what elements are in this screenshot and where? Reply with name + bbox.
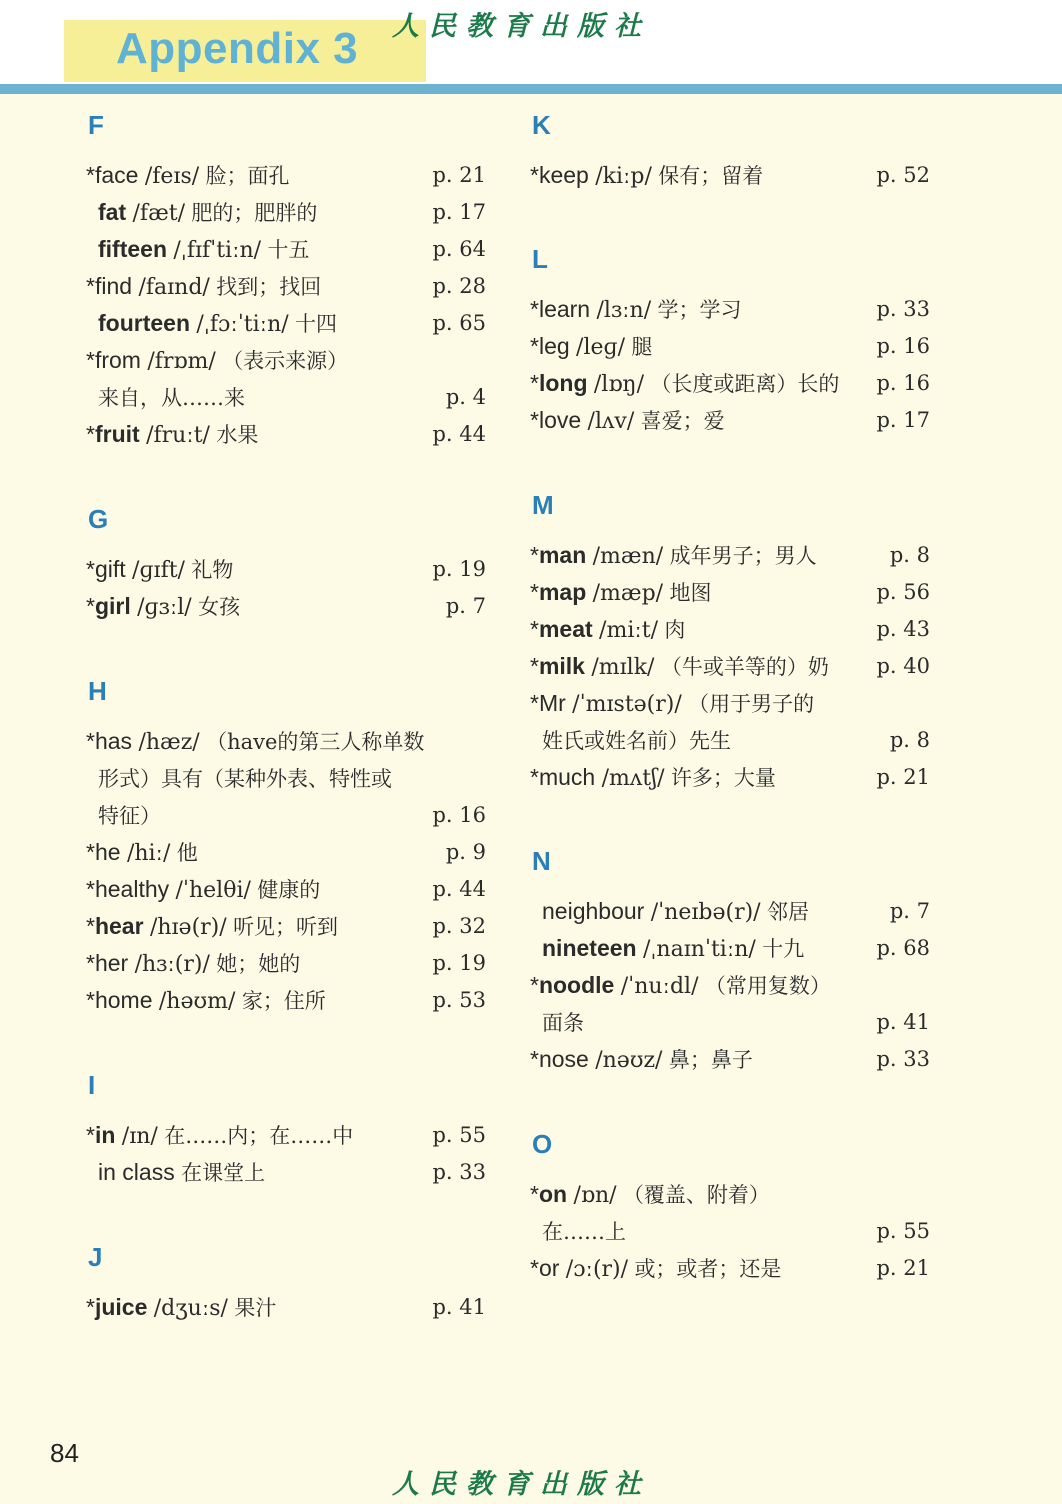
entry-star: * xyxy=(86,273,95,299)
entry-meaning: 十四 xyxy=(295,312,338,336)
vocab-entry xyxy=(530,403,930,437)
entry-meaning: 在课堂上 xyxy=(181,1161,266,1185)
entry-phonetic: /mæn/ xyxy=(592,544,664,569)
entry-page-ref: p. 44 xyxy=(432,422,486,446)
entry-page-ref: p. 8 xyxy=(889,543,930,567)
entry-word: healthy xyxy=(94,876,170,902)
page-number: 84 xyxy=(50,1438,79,1468)
entry-phonetic: /ɡɜːl/ xyxy=(137,595,192,620)
entry-continuation xyxy=(530,1214,930,1248)
entry-star: * xyxy=(86,876,95,902)
entry-phonetic: /ˈneɪbə(r)/ xyxy=(650,900,761,925)
entry-phonetic: /hiː/ xyxy=(126,841,171,866)
section-letter-f: F xyxy=(88,110,104,140)
entry-word: neighbour xyxy=(542,898,645,924)
entry-meaning: 在……上 xyxy=(542,1220,626,1244)
entry-page-ref: p. 40 xyxy=(876,654,930,678)
entry-star: * xyxy=(86,728,95,754)
entry-page-ref: p. 7 xyxy=(889,899,930,923)
vocab-entry xyxy=(530,1177,930,1211)
entry-meaning: 肥的；肥胖的 xyxy=(191,201,318,225)
entry-page-ref: p. 19 xyxy=(432,557,486,581)
entry-star: * xyxy=(86,1122,95,1148)
entry-word: Mr xyxy=(538,690,566,716)
entry-meaning: 面条 xyxy=(542,1011,584,1035)
vocab-entry xyxy=(530,649,930,683)
vocab-entry xyxy=(86,1118,486,1152)
section-letter-j: J xyxy=(88,1242,103,1272)
section-letter-o: O xyxy=(532,1129,553,1159)
entry-word: in class xyxy=(98,1159,175,1185)
entry-word: nose xyxy=(538,1046,589,1072)
entry-meaning: （牛或羊等的）奶 xyxy=(660,655,829,679)
entry-page-ref: p. 16 xyxy=(432,803,486,827)
entry-word: her xyxy=(94,950,129,976)
vocab-entry xyxy=(86,1155,486,1189)
entry-phonetic: /kiːp/ xyxy=(595,164,652,189)
entry-star: * xyxy=(530,690,539,716)
entry-continuation xyxy=(530,1005,930,1039)
entry-word: map xyxy=(538,579,587,605)
entry-word: leg xyxy=(538,333,570,359)
entry-phonetic: /lɒŋ/ xyxy=(593,372,645,397)
entry-word: long xyxy=(538,370,588,396)
entry-page-ref: p. 53 xyxy=(432,988,486,1012)
entry-star: * xyxy=(530,162,539,188)
publisher-logo-bottom: 人民教育出版社 xyxy=(392,1469,651,1500)
entry-page-ref: p. 4 xyxy=(445,385,486,409)
entry-word: from xyxy=(94,347,141,373)
section-letter-k: K xyxy=(532,110,551,140)
entry-star: * xyxy=(530,407,539,433)
vocab-entry xyxy=(86,872,486,906)
entry-continuation xyxy=(530,723,930,757)
vocab-entry xyxy=(530,760,930,794)
entry-meaning: 地图 xyxy=(669,581,712,605)
section-letter-l: L xyxy=(532,244,548,274)
entry-page-ref: p. 65 xyxy=(432,311,486,335)
entry-star: * xyxy=(530,370,539,396)
entry-phonetic: /feɪs/ xyxy=(144,164,200,189)
entry-meaning: 听见；听到 xyxy=(233,915,339,939)
entry-star: * xyxy=(530,579,539,605)
entry-star: * xyxy=(530,972,539,998)
entry-meaning: 果汁 xyxy=(234,1296,277,1320)
entry-star: * xyxy=(86,913,95,939)
entry-phonetic: /fruːt/ xyxy=(146,423,210,448)
vocab-entry xyxy=(86,909,486,943)
entry-phonetic: /hɜː(r)/ xyxy=(134,952,210,977)
vocab-entry xyxy=(86,306,486,340)
entry-continuation xyxy=(86,380,486,414)
vocab-entry xyxy=(86,724,486,758)
vocab-entry xyxy=(86,158,486,192)
entry-phonetic: /mæp/ xyxy=(592,581,664,606)
entry-meaning: （表示来源） xyxy=(222,349,349,373)
entry-word: girl xyxy=(94,593,131,619)
entry-page-ref: p. 21 xyxy=(432,163,486,187)
entry-page-ref: p. 55 xyxy=(876,1219,930,1243)
entry-star: * xyxy=(86,1294,95,1320)
entry-meaning: 成年男子；男人 xyxy=(669,544,817,568)
entry-word: fruit xyxy=(94,421,140,447)
entry-phonetic: /faɪnd/ xyxy=(138,275,210,300)
vocab-entry xyxy=(530,1251,930,1285)
entry-meaning: 脸；面孔 xyxy=(205,164,290,188)
entry-meaning: 健康的 xyxy=(257,878,321,902)
entry-meaning: （用于男子的 xyxy=(688,692,815,716)
entry-word: fifteen xyxy=(98,236,167,262)
vocab-entry xyxy=(530,968,930,1002)
entry-phonetic: /ɪn/ xyxy=(121,1124,158,1149)
entry-word: keep xyxy=(538,162,589,188)
entry-meaning: 他 xyxy=(176,841,198,865)
section-letter-n: N xyxy=(532,846,551,876)
entry-star: * xyxy=(530,1046,539,1072)
vocab-entry xyxy=(86,946,486,980)
entry-word: fourteen xyxy=(98,310,190,336)
entry-star: * xyxy=(86,987,95,1013)
entry-page-ref: p. 9 xyxy=(445,840,486,864)
section-letter-h: H xyxy=(88,676,107,706)
vocab-entry xyxy=(530,538,930,572)
section-letter-i: I xyxy=(88,1070,96,1100)
entry-page-ref: p. 32 xyxy=(432,914,486,938)
entry-star: * xyxy=(86,839,95,865)
vocab-entry xyxy=(86,835,486,869)
entry-meaning: 喜爱；爱 xyxy=(640,409,725,433)
entry-page-ref: p. 64 xyxy=(432,237,486,261)
entry-star: * xyxy=(530,764,539,790)
entry-page-ref: p. 33 xyxy=(876,297,930,321)
entry-star: * xyxy=(530,296,539,322)
entry-star: * xyxy=(530,1255,539,1281)
entry-phonetic: /ˌfɪfˈtiːn/ xyxy=(173,238,262,263)
vocab-entry xyxy=(86,589,486,623)
entry-phonetic: /mɪlk/ xyxy=(591,655,655,680)
entry-word: much xyxy=(538,764,596,790)
entry-word: milk xyxy=(538,653,585,679)
entry-phonetic: /hæz/ xyxy=(138,730,200,755)
entry-page-ref: p. 16 xyxy=(876,334,930,358)
entry-word: juice xyxy=(94,1294,148,1320)
entry-word: he xyxy=(94,839,121,865)
vocab-entry xyxy=(530,894,930,928)
vocab-entry xyxy=(86,269,486,303)
entry-meaning: 来自，从……来 xyxy=(98,386,245,410)
entry-meaning: 保有；留着 xyxy=(658,164,764,188)
vocab-entry xyxy=(530,686,930,720)
entry-phonetic: /ˌfɔːˈtiːn/ xyxy=(196,312,289,337)
publisher-logo-top: 人民教育出版社 xyxy=(392,11,651,42)
entry-word: noodle xyxy=(538,972,615,998)
entry-meaning: 或；或者；还是 xyxy=(634,1257,782,1281)
entry-page-ref: p. 17 xyxy=(876,408,930,432)
entry-meaning: 腿 xyxy=(631,335,653,359)
entry-page-ref: p. 68 xyxy=(876,936,930,960)
entry-word: meat xyxy=(538,616,593,642)
entry-word: gift xyxy=(94,556,126,582)
entry-word: love xyxy=(538,407,582,433)
entry-phonetic: /ˌnaɪnˈtiːn/ xyxy=(642,937,756,962)
entry-star: * xyxy=(86,556,95,582)
entry-continuation xyxy=(86,798,486,832)
entry-word: or xyxy=(538,1255,560,1281)
entry-phonetic: /leɡ/ xyxy=(576,335,626,360)
entry-phonetic: /fæt/ xyxy=(132,201,186,226)
entry-meaning: 鼻；鼻子 xyxy=(668,1048,753,1072)
entry-star: * xyxy=(86,950,95,976)
section-letter-g: G xyxy=(88,504,109,534)
vocab-entry xyxy=(530,292,930,326)
entry-page-ref: p. 52 xyxy=(876,163,930,187)
entry-phonetic: /ˈnuːdl/ xyxy=(620,974,699,999)
entry-meaning: 特征） xyxy=(98,804,161,828)
header-rule xyxy=(0,84,1062,94)
entry-page-ref: p. 21 xyxy=(876,1256,930,1280)
entry-meaning: 水果 xyxy=(216,423,259,447)
vocab-entry xyxy=(530,612,930,646)
entry-page-ref: p. 41 xyxy=(876,1010,930,1034)
entry-meaning: 家；住所 xyxy=(241,989,326,1013)
entry-phonetic: /ˈhelθi/ xyxy=(175,878,251,903)
vocab-entry xyxy=(86,417,486,451)
entry-word: face xyxy=(94,162,139,188)
entry-star: * xyxy=(86,593,95,619)
entry-word: on xyxy=(538,1181,568,1207)
entry-page-ref: p. 8 xyxy=(889,728,930,752)
entry-meaning: （长度或距离）长的 xyxy=(650,372,840,396)
entry-phonetic: /lʌv/ xyxy=(587,409,635,434)
vocab-entry xyxy=(86,983,486,1017)
entry-word: learn xyxy=(538,296,591,322)
entry-page-ref: p. 21 xyxy=(876,765,930,789)
entry-star: * xyxy=(530,333,539,359)
entry-star: * xyxy=(530,542,539,568)
entry-phonetic: /hɪə(r)/ xyxy=(149,915,227,940)
entry-word: has xyxy=(94,728,133,754)
entry-page-ref: p. 44 xyxy=(432,877,486,901)
vocab-entry xyxy=(530,329,930,363)
entry-meaning: 姓氏或姓名前）先生 xyxy=(542,729,731,753)
entry-meaning: 许多；大量 xyxy=(670,766,776,790)
entry-meaning: 肉 xyxy=(664,618,686,642)
entry-star: * xyxy=(86,421,95,447)
entry-word: man xyxy=(538,542,587,568)
entry-meaning: 她；她的 xyxy=(216,952,301,976)
entry-star: * xyxy=(530,1181,539,1207)
entry-page-ref: p. 41 xyxy=(432,1295,486,1319)
entry-meaning: 形式）具有（某种外表、特性或 xyxy=(98,767,392,791)
entry-word: find xyxy=(94,273,133,299)
entry-page-ref: p. 55 xyxy=(432,1123,486,1147)
entry-meaning: 十九 xyxy=(762,937,805,961)
section-letter-m: M xyxy=(532,490,554,520)
vocab-entry xyxy=(530,158,930,192)
entry-meaning: 在……内；在……中 xyxy=(164,1124,354,1148)
entry-page-ref: p. 16 xyxy=(876,371,930,395)
entry-phonetic: /lɜːn/ xyxy=(596,298,652,323)
entry-star: * xyxy=(530,616,539,642)
entry-star: * xyxy=(86,347,95,373)
entry-page-ref: p. 28 xyxy=(432,274,486,298)
entry-meaning: 礼物 xyxy=(191,558,234,582)
vocab-entry xyxy=(530,931,930,965)
entry-word: nineteen xyxy=(542,935,637,961)
entry-word: fat xyxy=(98,199,127,225)
entry-meaning: 学；学习 xyxy=(657,298,742,322)
entry-phonetic: /miːt/ xyxy=(599,618,659,643)
entry-meaning: 十五 xyxy=(267,238,310,262)
vocab-entry xyxy=(86,1290,486,1324)
entry-meaning: 邻居 xyxy=(766,900,809,924)
entry-word: in xyxy=(94,1122,116,1148)
vocab-entry xyxy=(86,195,486,229)
entry-page-ref: p. 33 xyxy=(432,1160,486,1184)
entry-phonetic: /ɡɪft/ xyxy=(132,558,185,583)
entry-meaning: （覆盖、附着） xyxy=(622,1183,770,1207)
entry-page-ref: p. 7 xyxy=(445,594,486,618)
entry-meaning: （常用复数） xyxy=(704,974,831,998)
entry-phonetic: /ˈmɪstə(r)/ xyxy=(572,692,682,717)
entry-page-ref: p. 19 xyxy=(432,951,486,975)
entry-phonetic: /nəʊz/ xyxy=(595,1048,663,1073)
entry-phonetic: /ɒn/ xyxy=(573,1183,617,1208)
entry-meaning: 找到；找回 xyxy=(216,275,322,299)
vocab-entry xyxy=(86,343,486,377)
entry-page-ref: p. 33 xyxy=(876,1047,930,1071)
entry-phonetic: /frɒm/ xyxy=(147,349,216,374)
entry-meaning: 女孩 xyxy=(198,595,241,619)
entry-page-ref: p. 17 xyxy=(432,200,486,224)
vocab-entry xyxy=(530,1042,930,1076)
entry-phonetic: /dʒuːs/ xyxy=(153,1296,228,1321)
page-title: Appendix 3 xyxy=(116,24,359,73)
entry-star: * xyxy=(86,162,95,188)
entry-star: * xyxy=(530,653,539,679)
entry-continuation xyxy=(86,761,486,795)
vocab-entry xyxy=(530,366,930,400)
entry-page-ref: p. 56 xyxy=(876,580,930,604)
vocab-entry xyxy=(530,575,930,609)
vocab-entry xyxy=(86,232,486,266)
entry-phonetic: /həʊm/ xyxy=(158,989,236,1014)
entry-phonetic: /mʌtʃ/ xyxy=(601,766,665,791)
entry-word: hear xyxy=(94,913,144,939)
entry-phonetic: /ɔː(r)/ xyxy=(565,1257,629,1282)
entry-meaning: （have的第三人称单数 xyxy=(206,730,425,754)
entry-page-ref: p. 43 xyxy=(876,617,930,641)
entry-word: home xyxy=(94,987,153,1013)
vocab-entry xyxy=(86,552,486,586)
